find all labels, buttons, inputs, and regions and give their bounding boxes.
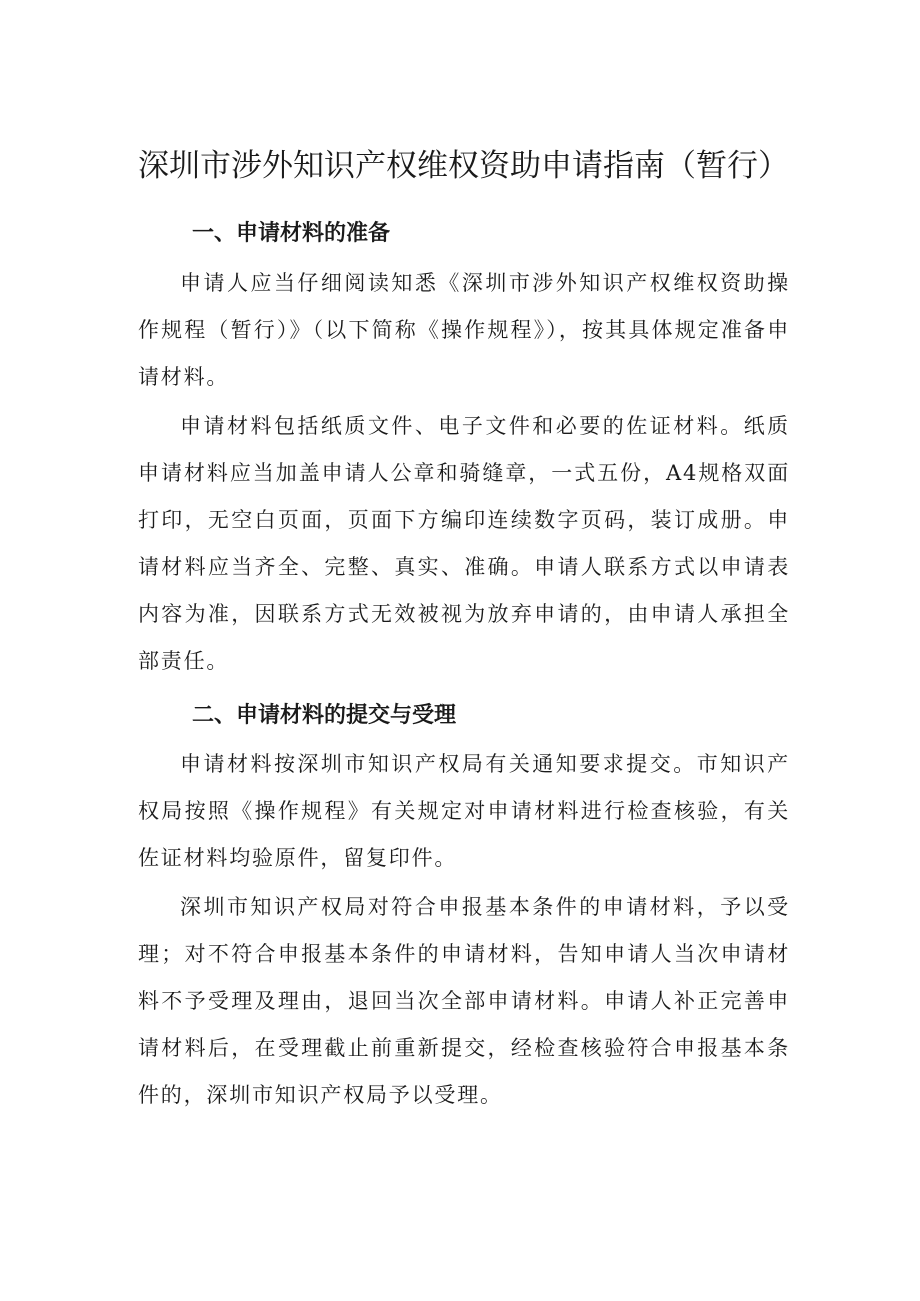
section-heading-preparation: 一、申请材料的准备 (192, 221, 391, 246)
paragraph-acceptance: 深圳市知识产权局对符合申报基本条件的申请材料，予以受理；对不符合申报基本条件的申请材料，告知申请人当次申请材料不予受理及理由，退回当次全部申请材料。申请人补正完善申请材料后，在受理截止前重新提交，经检查核验符合申报基本条件的，深圳市知识产权局予以受理。 (138, 895, 790, 1107)
document-title: 深圳市涉外知识产权维权资助申请指南（暂行） (138, 148, 789, 184)
paragraph-read-rules: 申请人应当仔细阅读知悉《深圳市涉外知识产权维权资助操作规程（暂行）》（以下简称《操作规程》），按其具体规定准备申请材料。 (138, 271, 790, 389)
paragraph-materials-requirements: 申请材料包括纸质文件、电子文件和必要的佐证材料。纸质申请材料应当加盖申请人公章和骑缝章，一式五份，A4规格双面打印，无空白页面，页面下方编印连续数字页码，装订成册。申请材料应当齐全、完整、真实、准确。申请人联系方式以申请表内容为准，因联系方式无效被视为放弃申请的，由申请人承担全部责任。 (138, 414, 790, 673)
paragraph-submission: 申请材料按深圳市知识产权局有关通知要求提交。市知识产权局按照《操作规程》有关规定对申请材料进行检查核验，有关佐证材料均验原件，留复印件。 (138, 752, 790, 870)
section-heading-submission: 二、申请材料的提交与受理 (192, 703, 457, 728)
